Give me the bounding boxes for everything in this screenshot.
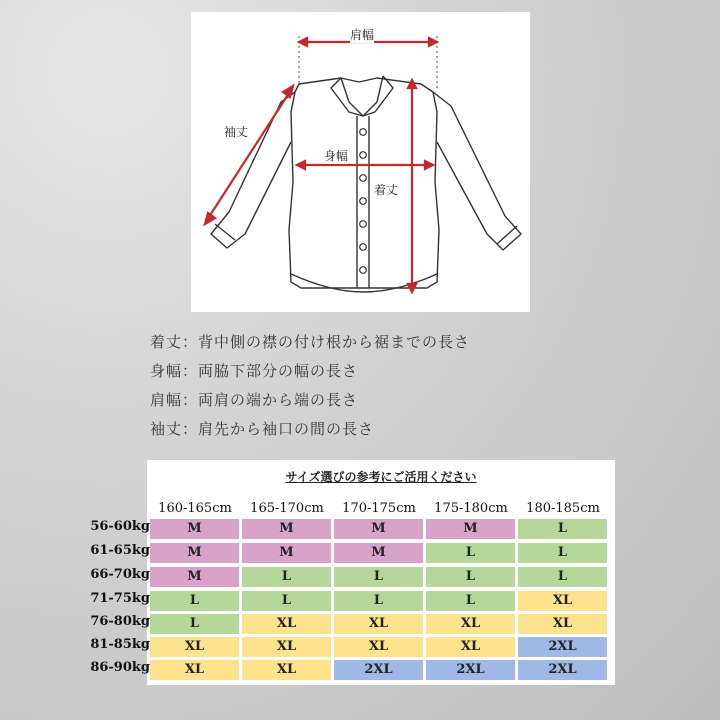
row-header: 56-60kg <box>90 519 150 534</box>
size-cell: XL <box>334 637 423 657</box>
size-cell: L <box>150 614 239 634</box>
size-cell: XL <box>242 614 331 634</box>
size-cell: L <box>426 543 515 563</box>
sleeve-length-label: 袖丈 <box>224 125 249 139</box>
size-chart-title: サイズ選びの参考にご活用ください <box>285 470 477 484</box>
size-cell: M <box>242 519 331 539</box>
size-cell: M <box>150 519 239 539</box>
size-cell: L <box>518 567 607 587</box>
size-cell: M <box>150 567 239 587</box>
shirt-illustration <box>191 12 530 312</box>
shoulder-width-label: 肩幅 <box>350 28 375 42</box>
column-header: 170-175cm <box>342 501 416 516</box>
size-cell: L <box>334 567 423 587</box>
size-cell: M <box>426 519 515 539</box>
description-shoulder-width: 肩幅：両肩の端から端の長さ <box>150 391 359 409</box>
size-cell: 2XL <box>426 660 515 680</box>
row-header: 71-75kg <box>90 591 150 606</box>
size-cell: L <box>518 519 607 539</box>
shirt-measurement-diagram <box>191 12 530 312</box>
size-cell: XL <box>518 614 607 634</box>
description-body-length: 着丈：背中側の襟の付け根から裾までの長さ <box>150 333 471 351</box>
size-cell: M <box>242 543 331 563</box>
size-cell: M <box>150 543 239 563</box>
size-cell: L <box>242 591 331 611</box>
size-cell: XL <box>150 637 239 657</box>
description-chest-width: 身幅：両脇下部分の幅の長さ <box>150 362 359 380</box>
size-cell: L <box>426 567 515 587</box>
size-cell: 2XL <box>518 637 607 657</box>
size-cell: XL <box>242 660 331 680</box>
column-header: 165-170cm <box>250 501 324 516</box>
size-cell: M <box>334 543 423 563</box>
size-cell: L <box>426 591 515 611</box>
size-cell: L <box>334 591 423 611</box>
row-header: 81-85kg <box>90 637 150 652</box>
size-cell: 2XL <box>518 660 607 680</box>
size-cell: XL <box>150 660 239 680</box>
size-cell: M <box>334 519 423 539</box>
body-length-label: 着丈 <box>374 183 399 197</box>
size-cell: XL <box>334 614 423 634</box>
size-cell: L <box>518 543 607 563</box>
chest-width-label: 身幅 <box>324 149 349 163</box>
description-sleeve-length: 袖丈：肩先から袖口の間の長さ <box>150 420 375 438</box>
column-header: 175-180cm <box>434 501 508 516</box>
row-header: 66-70kg <box>90 567 150 582</box>
row-header: 76-80kg <box>90 614 150 629</box>
size-cell: XL <box>242 637 331 657</box>
size-cell: XL <box>426 614 515 634</box>
column-header: 180-185cm <box>526 501 600 516</box>
row-header: 61-65kg <box>90 543 150 558</box>
size-cell: XL <box>426 637 515 657</box>
row-header: 86-90kg <box>90 660 150 675</box>
size-cell: XL <box>518 591 607 611</box>
size-cell: L <box>242 567 331 587</box>
column-header: 160-165cm <box>158 501 232 516</box>
size-cell: 2XL <box>334 660 423 680</box>
size-cell: L <box>150 591 239 611</box>
measurement-descriptions <box>150 328 630 444</box>
